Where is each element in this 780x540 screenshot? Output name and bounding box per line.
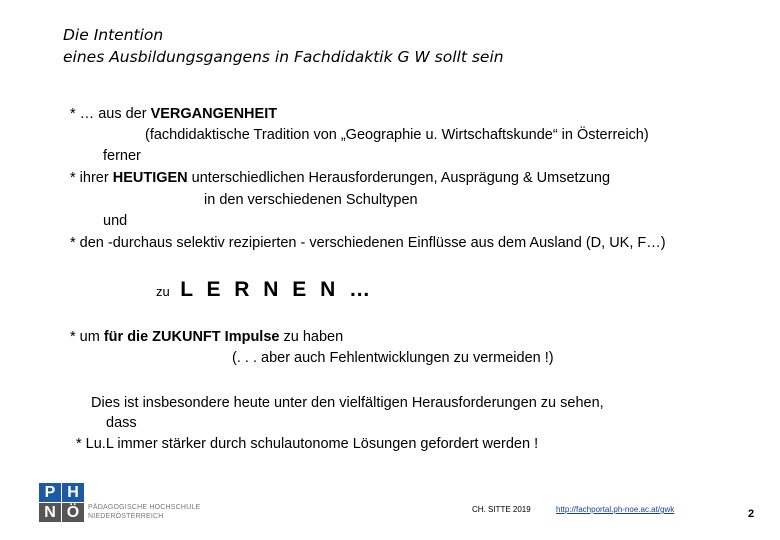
lernen-line xyxy=(156,278,374,302)
bullet-future-detail: (. . . aber auch Fehlentwicklungen zu vermeiden !) xyxy=(232,350,554,366)
slide-title-line-1: Die Intention xyxy=(63,26,164,44)
ph-logo xyxy=(39,483,84,521)
conclusion-line-3: * Lu.L immer stärker durch schulautonome Lösungen gefordert werden ! xyxy=(76,436,539,452)
footer-link[interactable]: http://fachportal.ph-noe.ac.at/gwk xyxy=(556,505,675,514)
footer-author: CH. SITTE 2019 xyxy=(472,505,531,514)
conclusion-line-1: Dies ist insbesondere heute unter den vielfältigen Herausforderungen zu sehen, xyxy=(91,395,604,411)
logo-text-line-1: PÄDAGOGISCHE HOCHSCHULE xyxy=(88,504,201,511)
logo-h: H xyxy=(62,483,84,502)
logo-text-line-2: NIEDERÖSTERREICH xyxy=(88,513,164,520)
slide-title-line-2: eines Ausbildungsgangens in Fachdidaktik G W sollt sein xyxy=(63,48,504,66)
bullet-present: * ihrer HEUTIGEN unterschiedlichen Herausforderungen, Ausprägung & Umsetzung xyxy=(70,170,611,186)
connector-und: und xyxy=(103,213,128,229)
conclusion-line-2: dass xyxy=(106,415,137,431)
bullet-foreign: * den -durchaus selektiv rezipierten - verschiedenen Einflüsse aus dem Ausland (D, UK, F…) xyxy=(70,235,666,251)
lernen-zu: zu xyxy=(156,284,170,299)
bullet-past-detail: (fachdidaktische Tradition von „Geographie u. Wirtschaftskunde“ in Österreich) xyxy=(145,127,649,143)
logo-o: Ö xyxy=(62,503,84,522)
logo-n: N xyxy=(39,503,61,522)
bullet-past: * … aus der VERGANGENHEIT xyxy=(70,106,278,122)
bullet-present-detail: in den verschiedenen Schultypen xyxy=(204,192,418,208)
lernen-word: L E R N E N … xyxy=(180,278,375,301)
bullet-future: * um für die ZUKUNFT Impulse zu haben xyxy=(70,329,344,345)
page-number: 2 xyxy=(748,508,755,520)
logo-p: P xyxy=(39,483,61,502)
connector-ferner: ferner xyxy=(103,148,141,164)
